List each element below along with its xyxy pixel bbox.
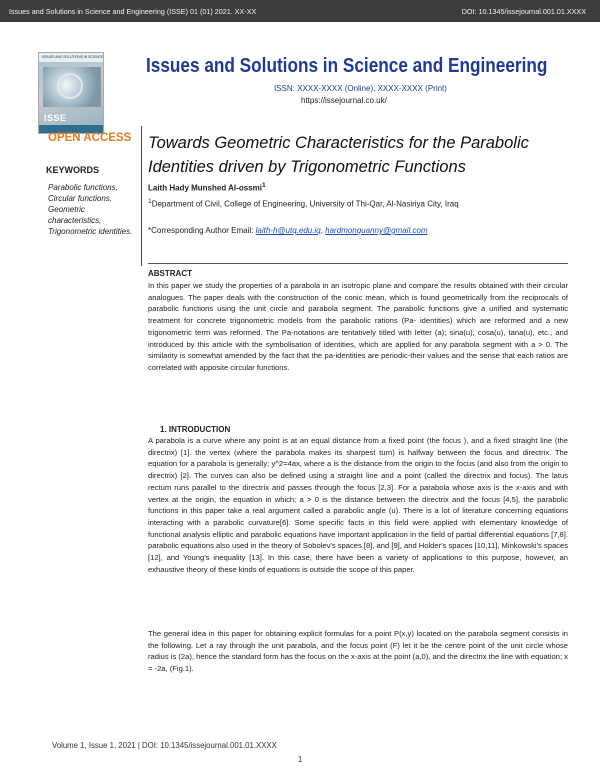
journal-cover-thumbnail <box>38 52 104 134</box>
corresponding-label: *Corresponding Author Email: <box>148 226 254 235</box>
journal-issn: ISSN: XXXX-XXXX (Online), XXXX-XXXX (Print) <box>274 84 447 93</box>
footer-citation: Volume 1, Issue 1, 2021 | DOI: 10.1345/issejournal.001.01.XXXX <box>52 741 277 750</box>
author-name: Laith Hady Munshed Al-ossmi <box>148 183 262 193</box>
page-number: 1 <box>297 755 303 764</box>
introduction-paragraph-1: A parabola is a curve where any point is at an equal distance from a fixed point (the focus ), and a fixed straight line (the directrix) [1]. the vertex (where the parabola makes its sharpest turn) is halfway between the focus and directrix. The equation for a parabola is generally; y^2=4ax, where a is the distance from the origin to the focus (and also from the origin to directrix) [2]. The curves can also be defined using a straight line and a point (called the directrix and focus). The latus rectum runs parallel to the directrix and passes through the focus [2,3]. For a parabola whose axis is the x-axis and with vertex at the origin, the equation in which; a > 0 is the distance between the directrix and the focus [4,5], the parabolic functions in this paper take a real argument called a parabolic angle (u). There is a lot of literature concerning equations interacting with a parabolic curvature[6]. Some specific facts in this field were applied with elementary knowledge of functional analysis elliptic and parabolic equations have important application in the field of partial differential equations [7,8]. parabolic equations also used in the theory of Sobolev's spaces [8], and [9], and Holder's spaces [10,11], Minkowski's spaces [12], and Young's inequality [13]. In this case, there have been a variety of applications to this purpose, however, an exhaustive theory of these kinds of equations is outside the scope of this paper. <box>148 436 568 574</box>
introduction-heading: 1. INTRODUCTION <box>160 425 231 434</box>
affiliation-text: Department of Civil, College of Engineering, University of Thi-Qar, Al-Nasiriya City, Iraq <box>151 199 459 209</box>
email-link-1[interactable]: laith-h@utq.edu.iq <box>255 226 321 235</box>
open-access-label: OPEN ACCESS <box>48 132 132 144</box>
affiliation-superscript: 1 <box>148 198 152 205</box>
header-doi: DOI: 10.1345/issejournal.001.01.XXXX <box>461 7 586 16</box>
journal-title: Issues and Solutions in Science and Engineering <box>146 55 548 77</box>
abstract-rule <box>148 263 568 264</box>
corresponding-email-line <box>148 226 428 235</box>
keywords-list: Parabolic functions, Circular functions, Geometric characteristics, Trigonometric identities. <box>48 183 133 236</box>
cover-ring-graphic <box>57 73 83 99</box>
cover-label: ISSUES AND SOLUTIONS IN SCIENCE <box>39 53 104 62</box>
keywords-heading: KEYWORDS <box>46 165 100 175</box>
header-journal-info: Issues and Solutions in Science and Engineering (ISSE) 01 (01) 2021. XX-XX <box>9 7 257 16</box>
email-separator: , <box>320 226 323 235</box>
journal-url[interactable]: https://issejournal.co.uk/ <box>301 96 387 105</box>
author-superscript: 1 <box>261 182 266 189</box>
introduction-paragraph-2: The general idea in this paper for obtaining explicit formulas for a point P(x,y) located on the parabola segment consists in the following. Let a ray through the unit parabola, and the focus point (F) let it be the centre point of the unit circle whose radius is (2a), hence the standard form has the focus on the x-axis at the point (a,0), and the directrix the line with equation; x = -2a, (Fig.1). <box>148 629 568 674</box>
cover-acronym: ISSE <box>44 113 67 123</box>
abstract-text: In this paper we study the properties of a parabola in an isotropic plane and compare the results obtained with their circular analogues. The paper deals with the construction of the conic mean, which is found geometrically from the reciprocals of parabolic functions using the unit circle and parabola segment. The parabolic functions give a unified and systematic treatment for concrete trigonometric models from the parabolic rations (Pa- identities) which are reformed and a new trigonometric term was reformed. The Pa-notations are tentatively titled with letter (a); sina(u), cosa(u), tana(u), etc., and introduced by this article with the symbolisation of identities, which are applied for any parabola segment with a > 0. The similarity is somewhat amended by the fact that the pa-identities are periodic-their values and the sense that each ratios are correlated with apposite circular functions. <box>148 281 568 372</box>
abstract-heading: ABSTRACT <box>148 269 192 278</box>
running-header <box>0 0 600 22</box>
paper-title: Towards Geometric Characteristics for the Parabolic Identities driven by Trigonometric Functions <box>148 134 529 176</box>
affiliation-line <box>148 198 459 209</box>
author-line <box>148 182 266 193</box>
sidebar-divider <box>141 126 142 266</box>
email-link-2[interactable]: hardmonquanny@gmail.com <box>325 226 428 235</box>
